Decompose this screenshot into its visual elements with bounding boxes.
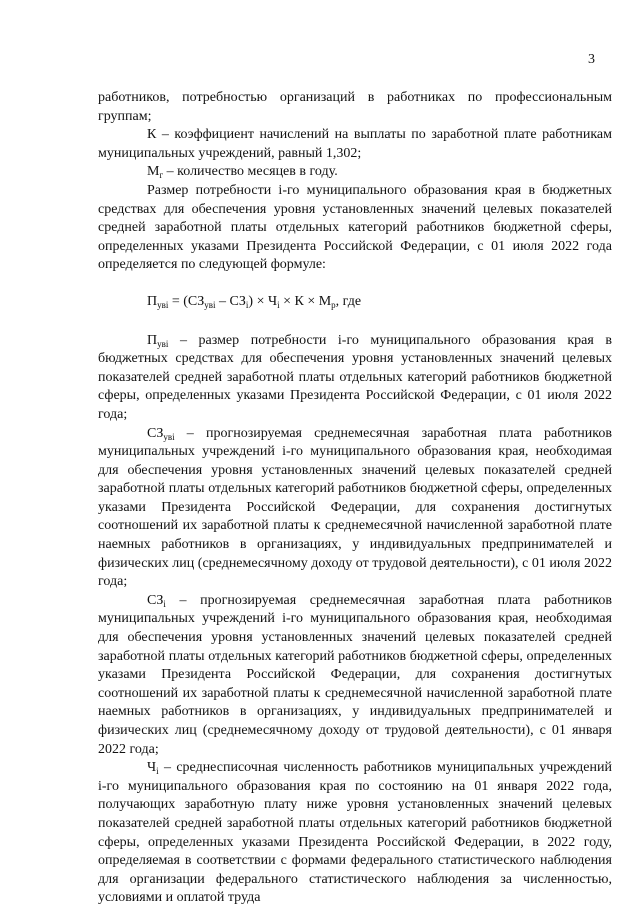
formula-lhs-subscript: увi: [157, 299, 169, 310]
paragraph-sz-uvi-text: – прогнозируемая среднемесячная заработная плата работников муниципальных учреждений i-го муниципального образования края, необходимая для обеспечения уровня установленных значений целевых показателей средней заработной платы отдельных категорий работников бюджетной сферы, определенных указами Президента Российской Федерации, для сохранения достигнутых соотношений их заработной платы к среднемесячной начисленной заработной плате наемных работников в организациях, у индивидуальных предпринимателей и физических лиц (среднемесячному доходу от трудовой деятельности), с 01 июля 2022 года;: [98, 425, 612, 590]
symbol-ch-i-subscript: i: [156, 766, 159, 777]
paragraph-sz-uvi-definition: [98, 425, 612, 592]
symbol-sz-uvi-subscript: увi: [163, 431, 175, 442]
paragraph-formula-intro: Размер потребности i-го муниципального образования края в бюджетных средствах для обеспечения уровня установленных значений целевых показателей средней заработной платы отдельных категорий работников бюджетной сферы, определенных указами Президента Российской Федерации, с 01 июля 2022 года определяется по следующей формуле:: [98, 182, 612, 273]
symbol-p-uvi-subscript: увi: [157, 338, 169, 349]
paragraph-continuation: работников, потребностью организаций в работниках по профессиональным группам;: [98, 90, 612, 124]
formula: [98, 293, 612, 312]
symbol-sz-uvi: СЗ: [147, 425, 164, 441]
symbol-ch-i: Ч: [147, 760, 157, 776]
formula-term1-subscript: увi: [204, 299, 216, 310]
page-number: 3: [588, 52, 595, 67]
symbol-sz-i-subscript: i: [163, 598, 166, 609]
paragraph-sz-i-definition: [98, 592, 612, 759]
formula-tail: , где: [335, 293, 362, 309]
symbol-m-subscript: г: [159, 170, 164, 181]
paragraph-sz-i-text: – прогнозируемая среднемесячная заработная плата работников муниципальных учреждений i-го муниципального образования края, необходимая для обеспечения уровня установленных значений целевых показателей средней заработной платы отдельных категорий работников бюджетной сферы, определенных указами Президента Российской Федерации, для сохранения достигнутых соотношений их заработной платы к среднемесячной начисленной заработной плате наемных работников в организациях, у индивидуальных предпринимателей и физических лиц (среднемесячному доходу от трудовой деятельности), с 01 января 2022 года;: [98, 592, 612, 757]
formula-times1: ) × Ч: [248, 293, 278, 309]
paragraph-months: [98, 163, 612, 182]
paragraph-k-coefficient: К – коэффициент начислений на выплаты по заработной плате работникам муниципальных учреждений, равный 1,302;: [98, 127, 612, 161]
formula-lhs: П: [147, 293, 158, 309]
formula-term4-subscript: р: [331, 299, 336, 310]
paragraph-p-uvi-text: – размер потребности i-го муниципального образования края в бюджетных средствах для обеспечения уровня установленных значений целевых показателей средней заработной платы отдельных категорий работников бюджетной сферы, определенных указами Президента Российской Федерации, с 01 июля 2022 года;: [98, 332, 612, 422]
formula-term3-subscript: i: [277, 299, 280, 310]
formula-minus: – СЗ: [215, 293, 246, 309]
formula-times2: × К × М: [279, 293, 332, 309]
paragraph-months-text: – количество месяцев в году.: [163, 164, 338, 180]
paragraph-ch-i-definition: [98, 759, 612, 908]
symbol-p-uvi: П: [147, 332, 158, 348]
formula-eq: = (СЗ: [168, 293, 205, 309]
symbol-m: М: [147, 164, 160, 180]
formula-term2-subscript: i: [245, 299, 249, 310]
paragraph-p-uvi-definition: [98, 332, 612, 425]
symbol-sz-i: СЗ: [147, 592, 164, 608]
document-body: [98, 89, 612, 908]
paragraph-ch-i-text: – среднесписочная численность работников муниципальных учреждений i-го муниципального образования края по состоянию на 01 января 2022 года, получающих заработную плату ниже уровня установленных значений целевых показателей средней заработной платы отдельных категорий работников бюджетной сферы, определенных указами Президента Российской Федерации, в 2022 году, определяемая в соответствии с формами федерального статистического наблюдения для организации федерального статистического наблюдения за численностью, условиями и оплатой труда: [98, 760, 612, 906]
